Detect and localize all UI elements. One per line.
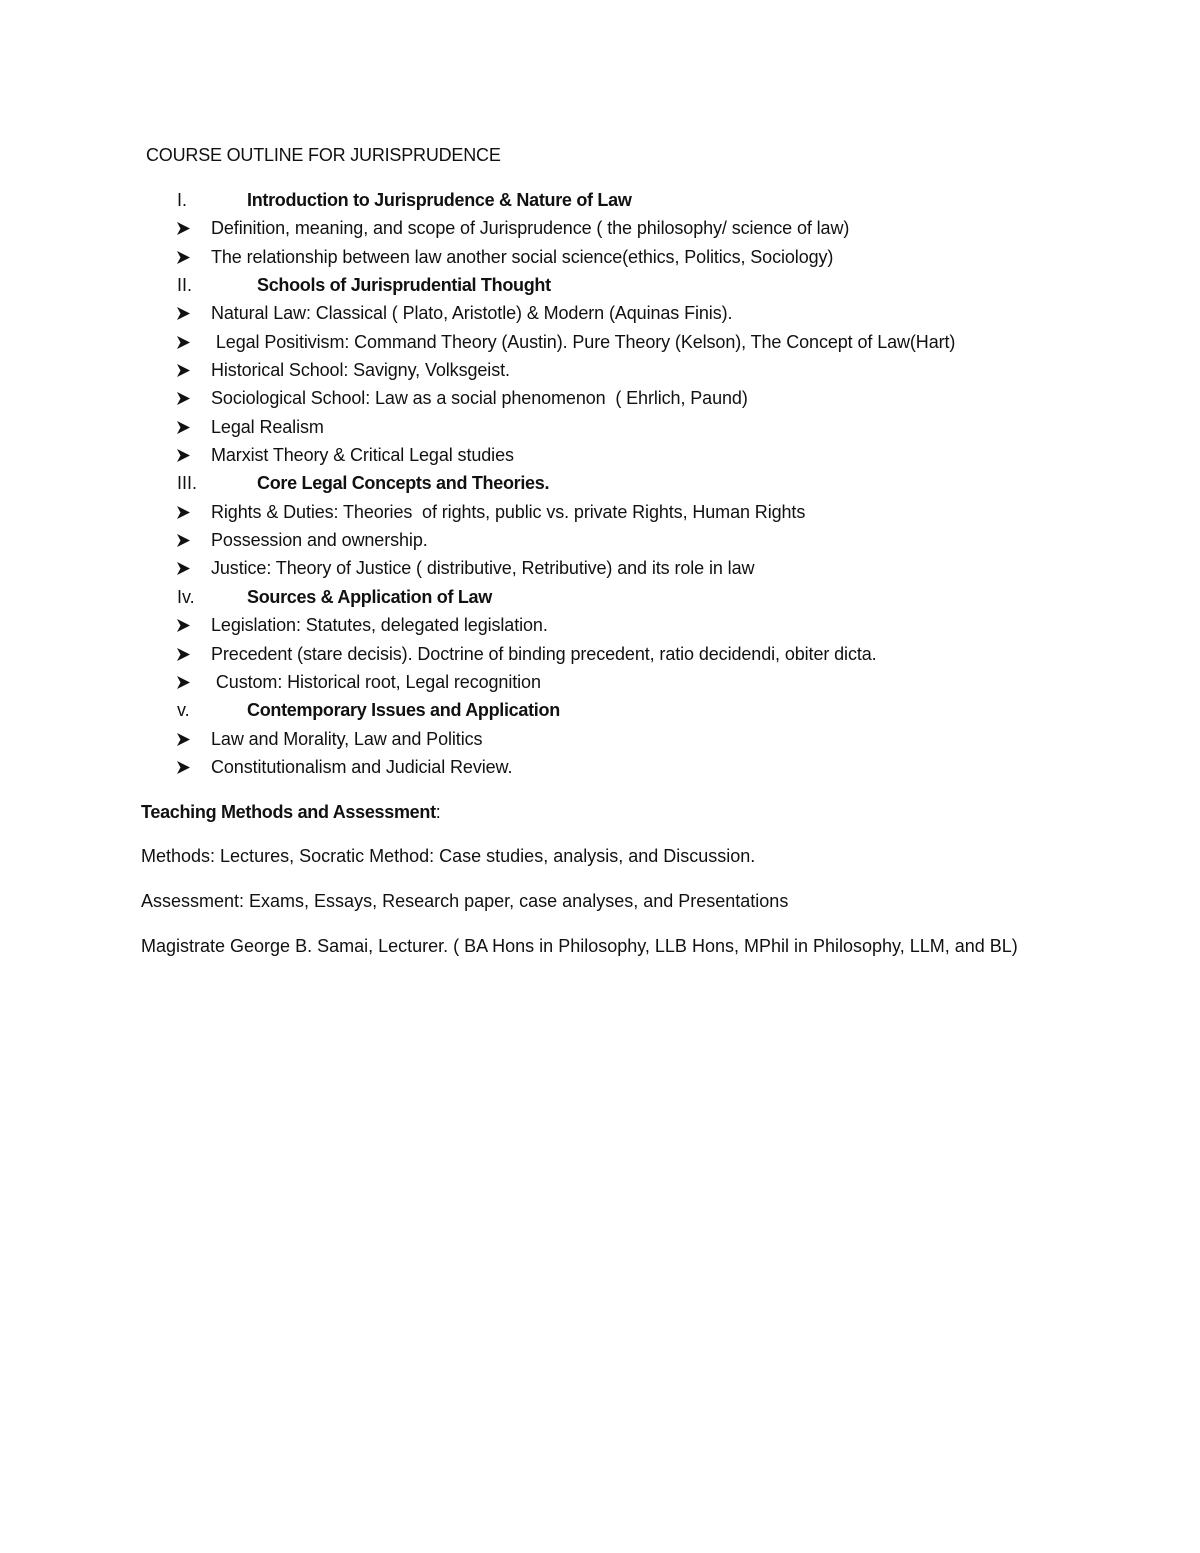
section-title: Introduction to Jurisprudence & Nature of Law bbox=[247, 190, 632, 210]
list-item bbox=[0, 413, 1200, 441]
list-item-text: Legislation: Statutes, delegated legislation. bbox=[211, 615, 548, 636]
list-item-text: Sociological School: Law as a social phenomenon ( Ehrlich, Paund) bbox=[211, 388, 748, 409]
right-arrowhead-icon bbox=[176, 760, 191, 775]
section-title: Schools of Jurisprudential Thought bbox=[257, 275, 551, 296]
section-numeral: III. bbox=[177, 473, 198, 494]
section-title: Contemporary Issues and Application bbox=[247, 700, 560, 721]
list-item-text: Possession and ownership. bbox=[211, 530, 428, 551]
list-item-text: Marxist Theory & Critical Legal studies bbox=[211, 445, 514, 466]
list-item bbox=[0, 498, 1200, 526]
list-item-text: Historical School: Savigny, Volksgeist. bbox=[211, 360, 510, 381]
right-arrowhead-icon bbox=[176, 391, 191, 406]
section-heading-5 bbox=[0, 696, 1200, 724]
list-item bbox=[0, 356, 1200, 384]
list-item bbox=[0, 640, 1200, 668]
right-arrowhead-icon bbox=[176, 363, 191, 378]
list-item bbox=[0, 299, 1200, 327]
lecturer-paragraph: Magistrate George B. Samai, Lecturer. ( BA Hons in Philosophy, LLB Hons, MPhil in Philosophy, LLM, and BL) bbox=[141, 936, 1018, 956]
section-numeral: v. bbox=[177, 700, 190, 721]
list-item bbox=[0, 214, 1200, 242]
section-heading-2 bbox=[0, 271, 1200, 299]
section-numeral: I. bbox=[177, 190, 188, 210]
right-arrowhead-icon bbox=[176, 533, 191, 548]
list-item-text: Precedent (stare decisis). Doctrine of binding precedent, ratio decidendi, obiter dicta. bbox=[211, 643, 877, 664]
list-item bbox=[0, 753, 1200, 781]
right-arrowhead-icon bbox=[176, 306, 191, 321]
list-item-text: Legal Realism bbox=[211, 416, 324, 437]
list-item-text: Rights & Duties: Theories of rights, public vs. private Rights, Human Rights bbox=[211, 501, 806, 522]
right-arrowhead-icon bbox=[176, 647, 191, 662]
list-item bbox=[0, 328, 1200, 356]
section-title: Sources & Application of Law bbox=[247, 586, 492, 607]
right-arrowhead-icon bbox=[176, 420, 191, 435]
course-outline bbox=[0, 186, 1200, 781]
list-item-text: The relationship between law another social science(ethics, Politics, Sociology) bbox=[211, 246, 834, 267]
document-title: COURSE OUTLINE FOR JURISPRUDENCE bbox=[146, 145, 501, 165]
list-item-text: Law and Morality, Law and Politics bbox=[211, 728, 483, 749]
section-heading-1 bbox=[0, 186, 1200, 214]
section-numeral: Iv. bbox=[177, 586, 195, 607]
list-item bbox=[0, 441, 1200, 469]
list-item bbox=[0, 668, 1200, 696]
list-item bbox=[0, 554, 1200, 582]
right-arrowhead-icon bbox=[176, 732, 191, 747]
list-item-text: Legal Positivism: Command Theory (Austin). Pure Theory (Kelson), The Concept of Law(Hart) bbox=[211, 331, 956, 352]
right-arrowhead-icon bbox=[176, 221, 191, 236]
section-heading-3 bbox=[0, 469, 1200, 497]
right-arrowhead-icon bbox=[176, 250, 191, 265]
right-arrowhead-icon bbox=[176, 505, 191, 520]
list-item-text: Constitutionalism and Judicial Review. bbox=[211, 756, 513, 777]
right-arrowhead-icon bbox=[176, 618, 191, 633]
list-item bbox=[0, 384, 1200, 412]
list-item-text: Custom: Historical root, Legal recognition bbox=[211, 671, 541, 692]
list-item-text: Natural Law: Classical ( Plato, Aristotle) & Modern (Aquinas Finis). bbox=[211, 303, 733, 324]
right-arrowhead-icon bbox=[176, 675, 191, 690]
methods-paragraph: Methods: Lectures, Socratic Method: Case studies, analysis, and Discussion. bbox=[141, 846, 756, 866]
section-heading-4 bbox=[0, 583, 1200, 611]
right-arrowhead-icon bbox=[176, 561, 191, 576]
teaching-heading-text: Teaching Methods and Assessment bbox=[141, 802, 436, 822]
teaching-heading-colon: : bbox=[435, 802, 441, 822]
list-item bbox=[0, 725, 1200, 753]
right-arrowhead-icon bbox=[176, 448, 191, 463]
section-numeral: II. bbox=[177, 275, 193, 296]
assessment-paragraph: Assessment: Exams, Essays, Research paper, case analyses, and Presentations bbox=[141, 891, 789, 911]
list-item-text: Definition, meaning, and scope of Jurisprudence ( the philosophy/ science of law) bbox=[211, 218, 850, 239]
list-item bbox=[0, 526, 1200, 554]
section-title: Core Legal Concepts and Theories. bbox=[257, 473, 550, 494]
list-item bbox=[0, 611, 1200, 639]
teaching-methods-heading bbox=[141, 798, 1061, 826]
list-item-text: Justice: Theory of Justice ( distributive, Retributive) and its role in law bbox=[211, 558, 755, 579]
right-arrowhead-icon bbox=[176, 335, 191, 350]
list-item bbox=[0, 243, 1200, 271]
